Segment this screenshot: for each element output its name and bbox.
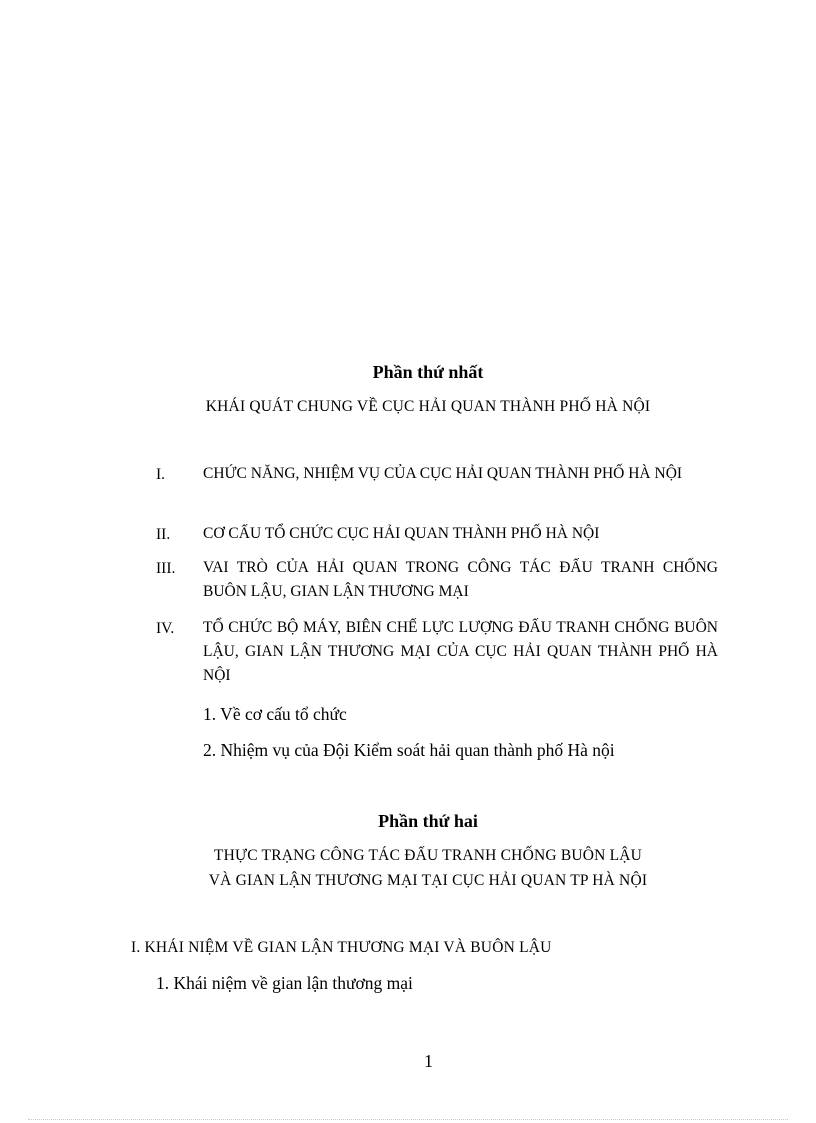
item-3-number: III. xyxy=(156,560,176,577)
item-2-number: II. xyxy=(156,526,171,543)
part1-subtitle: KHÁI QUÁT CHUNG VỀ CỤC HẢI QUAN THÀNH PHỐ HÀ NỘI xyxy=(205,398,651,415)
item-1-text: CHỨC NĂNG, NHIỆM VỤ CỦA CỤC HẢI QUAN THÀNH PHỐ HÀ NỘI xyxy=(203,465,683,482)
page-number: 1 xyxy=(424,1051,433,1071)
item-1-number: I. xyxy=(156,466,166,483)
section-heading: I. KHÁI NIỆM VỀ GIAN LẬN THƯƠNG MẠI VÀ BUÔN LẬU xyxy=(131,939,552,956)
item-2-text: CƠ CẤU TỔ CHỨC CỤC HẢI QUAN THÀNH PHỐ HÀ NỘI xyxy=(203,525,600,542)
item-3-text: VAI TRÒ CỦA HẢI QUAN TRONG CÔNG TÁC ĐẤU TRANH CHỐNG BUÔN LẬU, GIAN LẬN THƯƠNG MẠI xyxy=(203,559,718,600)
part2-subtitle-line1: THỰC TRẠNG CÔNG TÁC ĐẤU TRANH CHỐNG BUÔN LẬU xyxy=(213,847,643,864)
part2-subtitle-line2: VÀ GIAN LẬN THƯƠNG MẠI TẠI CỤC HẢI QUAN TP HÀ NỘI xyxy=(208,872,648,889)
subsection-heading: 1. Khái niệm về gian lận thương mại xyxy=(156,973,413,993)
page-bottom-divider xyxy=(28,1119,788,1120)
part1-title: Phần thứ nhất xyxy=(372,362,484,382)
item-4-number: IV. xyxy=(156,620,175,637)
item-4-text: TỔ CHỨC BỘ MÁY, BIÊN CHẾ LỰC LƯỢNG ĐẤU TRANH CHỐNG BUÔN LẬU, GIAN LẬN THƯƠNG MẠI CỦA CỤC HẢI QUAN THÀNH PHỐ HÀ NỘI xyxy=(203,619,718,684)
part2-title: Phần thứ hai xyxy=(378,811,478,831)
subitem-2: 2. Nhiệm vụ của Đội Kiểm soát hải quan thành phố Hà nội xyxy=(203,740,615,760)
subitem-1: 1. Về cơ cấu tổ chức xyxy=(203,704,347,724)
